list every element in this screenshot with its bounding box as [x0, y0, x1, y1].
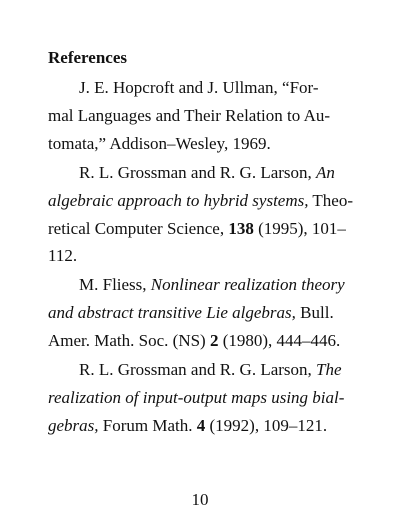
reference-4-title-start: The	[316, 360, 342, 379]
reference-4-line-2	[48, 388, 344, 408]
reference-3-journal: Amer. Math. Soc. (NS)	[48, 331, 210, 350]
reference-2-title: algebraic approach to hybrid systems,	[48, 191, 309, 210]
reference-2-line-4: 112.	[48, 246, 78, 265]
reference-3-volume: 2	[209, 331, 219, 350]
reference-3-year-pages: (1980), 444–446.	[218, 331, 341, 350]
reference-1-line-2: mal Languages and Their Relation to Au-	[48, 106, 331, 125]
reference-2-volume: 138	[228, 219, 254, 238]
reference-2-year-pages: (1995), 101–	[253, 219, 346, 238]
reference-2-line-3	[48, 219, 346, 239]
reference-4-journal: Forum Math.	[98, 416, 197, 435]
reference-3-line-1	[79, 275, 345, 295]
reference-2-journal: retical Computer Science,	[48, 219, 229, 238]
reference-3-line-2	[48, 303, 334, 323]
reference-3-title-start: Nonlinear realization theory	[150, 275, 345, 294]
reference-3-author: M. Fliess,	[79, 275, 151, 294]
reference-4-authors: R. L. Grossman and R. G. Larson,	[79, 360, 317, 379]
reference-1-line-3: tomata,” Addison–Wesley, 1969.	[48, 134, 271, 153]
reference-2-title-start: An	[316, 163, 335, 182]
reference-3-title: and abstract transitive Lie algebras,	[48, 303, 296, 322]
reference-3-journal-start: Bull.	[295, 303, 334, 322]
reference-3-line-3	[48, 331, 340, 351]
reference-4-line-1	[79, 360, 342, 380]
reference-1-line-1: J. E. Hopcroft and J. Ullman, “For-	[79, 78, 319, 97]
reference-4-title-end: gebras,	[48, 416, 99, 435]
references-heading: References	[48, 48, 127, 67]
page-number: 10	[191, 490, 209, 509]
reference-2-line-2	[48, 191, 353, 211]
reference-4-line-3	[48, 416, 327, 436]
reference-4-year-pages: (1992), 109–121.	[205, 416, 328, 435]
reference-2-journal-start: Theo-	[308, 191, 354, 210]
reference-2-line-1	[79, 163, 335, 183]
reference-4-volume: 4	[196, 416, 206, 435]
reference-4-title: realization of input-output maps using bial-	[48, 388, 345, 407]
reference-2-authors: R. L. Grossman and R. G. Larson,	[79, 163, 317, 182]
